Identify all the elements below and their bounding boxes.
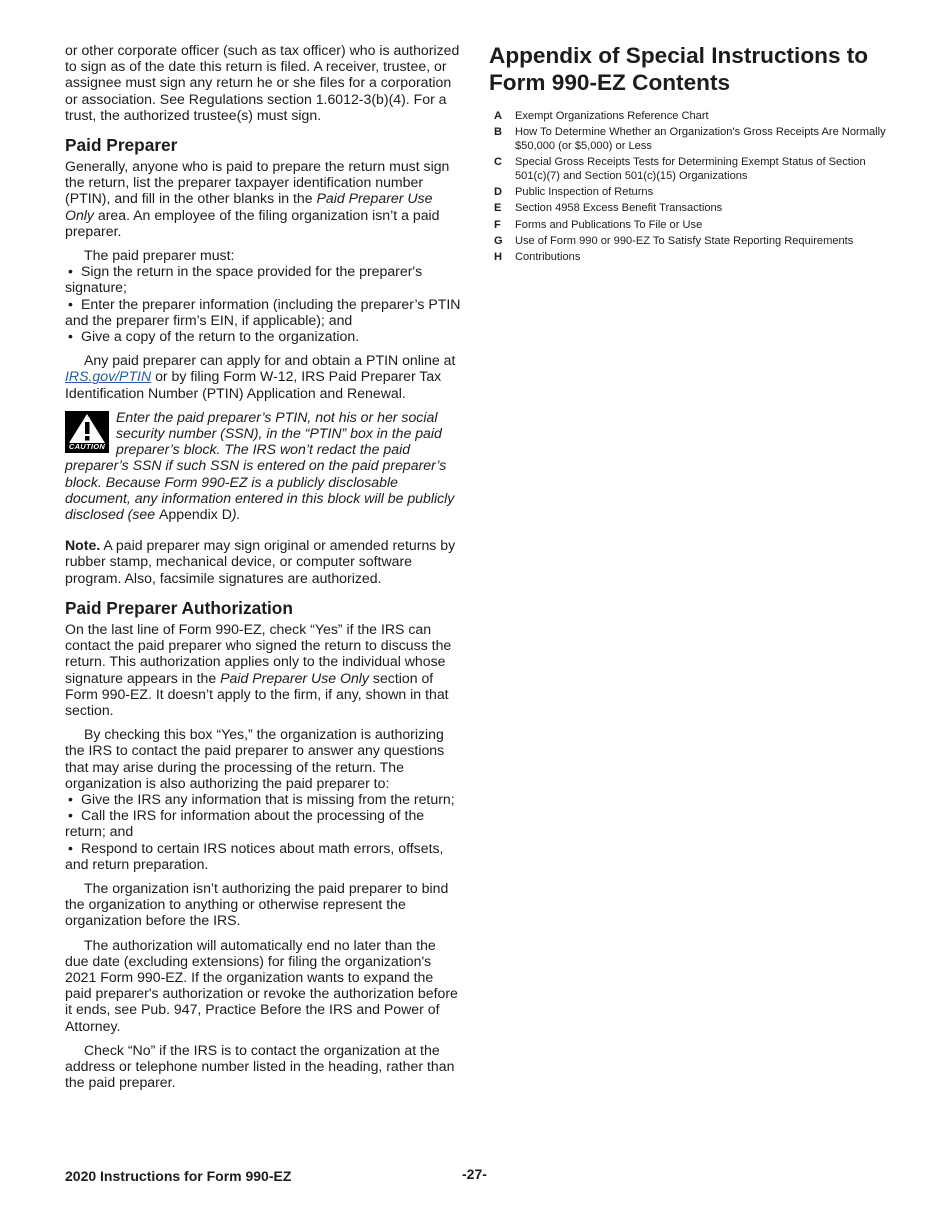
authorization-limit-paragraph: The organization isn’t authorizing the paid preparer to bind the organization to anything or otherwise represent the organization before the IRS. <box>65 879 449 929</box>
caution-label: CAUTION <box>68 441 106 451</box>
ptin-paragraph: Any paid preparer can apply for and obtain a PTIN online at IRS.gov/PTIN or by filing Form W-12, IRS Paid Preparer Tax Identification Number (PTIN) Application and Renewal. <box>65 352 456 401</box>
authorization-end-paragraph: The authorization will automatically end no later than the due date (excluding extensions) for filing the organization's 2021 Form 990-EZ. If the organization wants to expand the paid preparer's authorization or revoke the authorization before it ends, see Pub. 947, Practice Before the IRS and Power of Attorney. <box>65 936 458 1034</box>
note-paragraph: Note. A paid preparer may sign original or amended returns by rubber stamp, mechanical device, or computer software program. Also, facsimile signatures are authorized. <box>65 537 456 586</box>
paid-preparer-heading: Paid Preparer <box>65 135 178 156</box>
left-column <box>65 42 461 1090</box>
authorization-yes-paragraph: By checking this box “Yes,” the organization is authorizing the IRS to contact the paid preparer to answer any questions that may arise during the processing of the return. The organization is also authorizing the paid preparer to: <box>65 726 445 791</box>
caution-block: CAUTION Enter the paid preparer’s PTIN, not his or her social security number (SSN), in the “PTIN” box in the paid preparer’s block. The IRS won’t redact the paid preparer’s SSN if such SSN is entered on the paid preparer’s block. Because Form 990-EZ is a publicly disclosable document, any information entered in this block will be publicly disclosed (see Appendix D). <box>65 408 455 523</box>
toc-item: C Special Gross Receipts Tests for Determining Exempt Status of Section 501(c)(7) and Section 501(c)(15) Organizations <box>494 156 866 182</box>
footer-title: 2020 Instructions for Form 990-EZ <box>65 1168 292 1184</box>
irs-ptin-link[interactable]: IRS.gov/PTIN <box>65 368 152 385</box>
caution-icon <box>65 411 109 453</box>
list-item: • Enter the preparer information (including the preparer’s PTIN and the preparer firm’s EIN, if applicable); and <box>65 296 461 328</box>
toc-item: H Contributions <box>494 251 581 264</box>
appendix-title: Appendix of Special Instructions to Form 990-EZ Contents <box>489 43 869 95</box>
paid-preparer-paragraph: Generally, anyone who is paid to prepare the return must sign the return, list the preparer taxpayer identification number (PTIN), and fill in the other blanks in the Paid Preparer Use Only area. An employee of the filing organization isn’t a paid preparer. <box>65 158 450 239</box>
toc-item: A Exempt Organizations Reference Chart <box>494 110 709 122</box>
toc-item: D Public Inspection of Returns <box>494 186 654 199</box>
toc-item: F Forms and Publications To File or Use <box>494 218 703 231</box>
toc-item: G Use of Form 990 or 990-EZ To Satisfy State Reporting Requirements <box>494 234 854 247</box>
authorization-paragraph: On the last line of Form 990-EZ, check “Yes” if the IRS can contact the paid preparer who signed the return to discuss the return. This authorization applies only to the individual whose signature appears in the Paid Preparer Use Only section of Form 990-EZ. It doesn’t apply to the firm, if any, shown in that section. <box>65 620 452 718</box>
right-column <box>489 42 889 267</box>
toc-item: E Section 4958 Excess Benefit Transactions <box>494 202 723 215</box>
authorization-no-paragraph: Check “No” if the IRS is to contact the organization at the address or telephone number listed in the heading, rather than the paid preparer. <box>65 1041 455 1091</box>
list-item: • Give a copy of the return to the organization. <box>65 328 461 344</box>
authorization-heading: Paid Preparer Authorization <box>65 597 293 618</box>
page-number: -27- <box>462 1166 487 1182</box>
list-item: • Respond to certain IRS notices about math errors, offsets, and return preparation. <box>65 840 461 872</box>
toc-item: B How To Determine Whether an Organization's Gross Receipts Are Normally $50,000 (or $5,000) or Less <box>494 126 886 152</box>
list-item: • Sign the return in the space provided for the preparer's signature; <box>65 263 461 295</box>
list-item: • Give the IRS any information that is missing from the return; <box>65 791 461 807</box>
list-item: • Call the IRS for information about the processing of the return; and <box>65 807 461 839</box>
preparer-must-intro: The paid preparer must: <box>84 247 235 264</box>
intro-paragraph: or other corporate officer (such as tax officer) who is authorized to sign as of the date this return is filed. A receiver, trustee, or assignee must sign any return he or she files for a corporation or association. See Regulations section 1.6012-3(b)(4). For a trust, the authorized trustee(s) must sign. <box>65 42 460 123</box>
